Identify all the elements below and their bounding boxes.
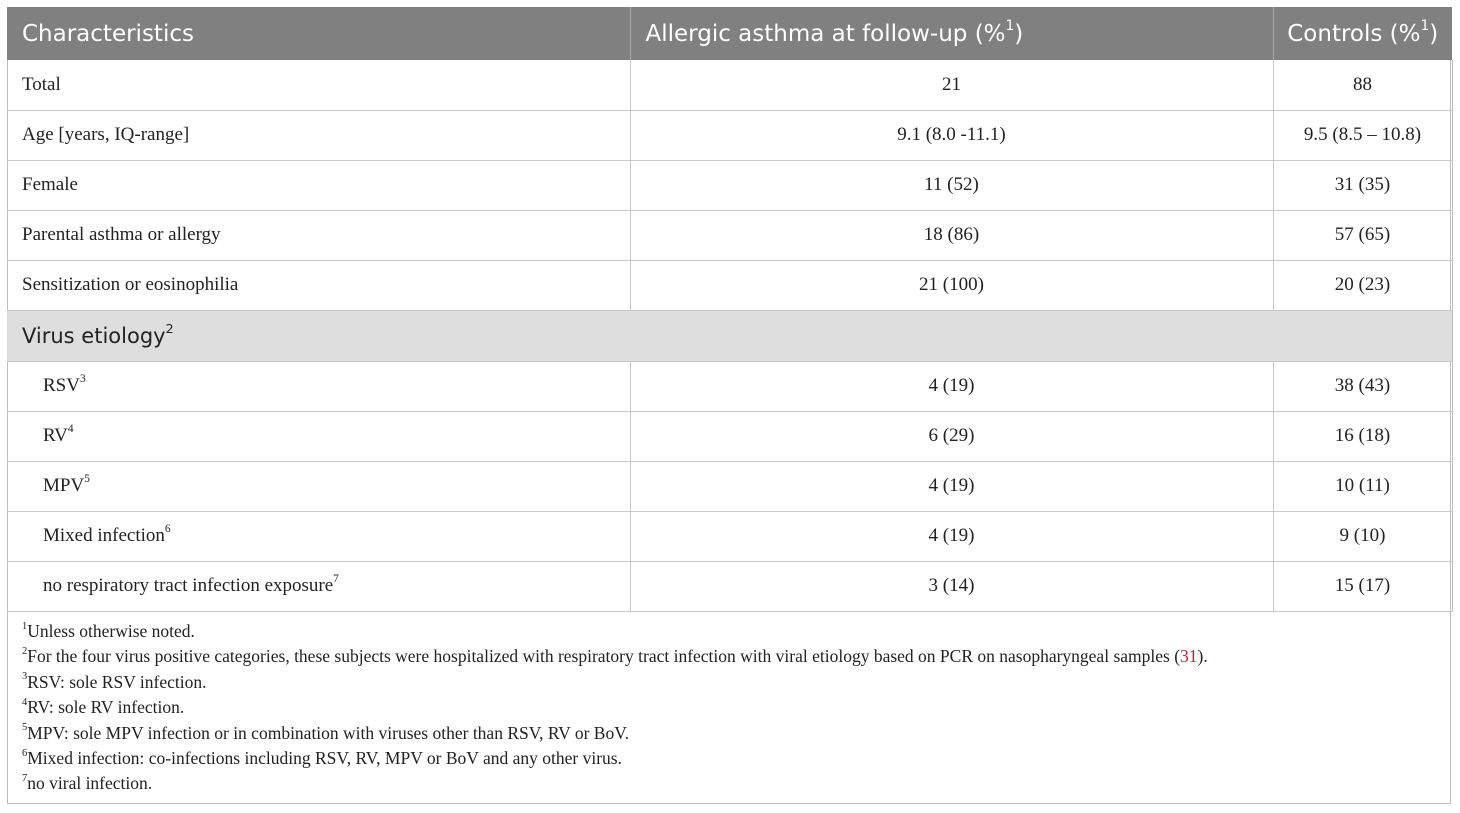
row-label: Age [years, IQ-range] (7, 110, 630, 160)
row-label: Mixed infection$^6$ (7, 511, 630, 561)
asthma-value: 11 (52) (630, 160, 1273, 210)
table-row (7, 60, 1452, 110)
asthma-value: 21 (630, 60, 1273, 110)
controls-value: 10 (11) (1273, 461, 1452, 511)
asthma-value: 9.1 (8.0 -11.1) (630, 110, 1273, 160)
section-row-virus-etiology (7, 310, 1452, 361)
header-characteristics: Characteristics (7, 7, 630, 60)
asthma-value: 4 (19) (630, 511, 1273, 561)
asthma-value: 21 (100) (630, 260, 1273, 310)
asthma-value: 4 (19) (630, 461, 1273, 511)
footnote: $^3$RSV: sole RSV infection. (22, 671, 207, 692)
table-header-row (7, 7, 1452, 60)
table-row (7, 461, 1452, 511)
table-row (7, 411, 1452, 461)
row-label: MPV$^5$ (7, 461, 630, 511)
header-allergic-asthma: Allergic asthma at follow-up (%$^1$) (630, 7, 1273, 60)
footnote: $^1$Unless otherwise noted. (22, 620, 195, 641)
header-controls: Controls (%$^1$) (1273, 7, 1452, 60)
controls-value: 15 (17) (1273, 561, 1452, 611)
controls-value: 20 (23) (1273, 260, 1452, 310)
controls-value: 57 (65) (1273, 210, 1452, 260)
controls-value: 38 (43) (1273, 361, 1452, 411)
row-label: Total (7, 60, 630, 110)
row-label: Sensitization or eosinophilia (7, 260, 630, 310)
table-row (7, 361, 1452, 411)
controls-value: 88 (1273, 60, 1452, 110)
table-row (7, 511, 1452, 561)
footnote: $^2$For the four virus positive categories, these subjects were hospitalized with respiratory tract infection with viral etiology based on PCR on nasopharyngeal samples (31). (22, 646, 1208, 667)
table-footnotes (22, 619, 1442, 797)
footnote: $^5$MPV: sole MPV infection or in combination with viruses other than RSV, RV or BoV. (22, 722, 629, 743)
asthma-value: 4 (19) (630, 361, 1273, 411)
row-label: $RV^4$ (7, 411, 630, 461)
row-label: no respiratory tract infection exposure$^7$ (7, 561, 630, 611)
reference-link[interactable]: 31 (1180, 646, 1198, 667)
controls-value: 9 (10) (1273, 511, 1452, 561)
table-row (7, 561, 1452, 611)
footnote: $^7$no viral infection. (22, 773, 153, 794)
controls-value: 31 (35) (1273, 160, 1452, 210)
table-row (7, 160, 1452, 210)
table-row (7, 260, 1452, 310)
asthma-value: 18 (86) (630, 210, 1273, 260)
row-label: Parental asthma or allergy (7, 210, 630, 260)
controls-value: 16 (18) (1273, 411, 1452, 461)
section-label: Virus etiology$^2$ (7, 310, 1452, 361)
asthma-value: 3 (14) (630, 561, 1273, 611)
controls-value: 9.5 (8.5 – 10.8) (1273, 110, 1452, 160)
characteristics-table (7, 7, 1453, 612)
table-row (7, 210, 1452, 260)
row-label: RSV$^3$ (7, 361, 630, 411)
footnote: $^6$Mixed infection: co-infections including RSV, RV, MPV or BoV and any other virus. (22, 747, 622, 769)
table-row (7, 110, 1452, 160)
footnote: $^4$RV: sole RV infection. (22, 696, 185, 718)
asthma-value: 6 (29) (630, 411, 1273, 461)
row-label: Female (7, 160, 630, 210)
